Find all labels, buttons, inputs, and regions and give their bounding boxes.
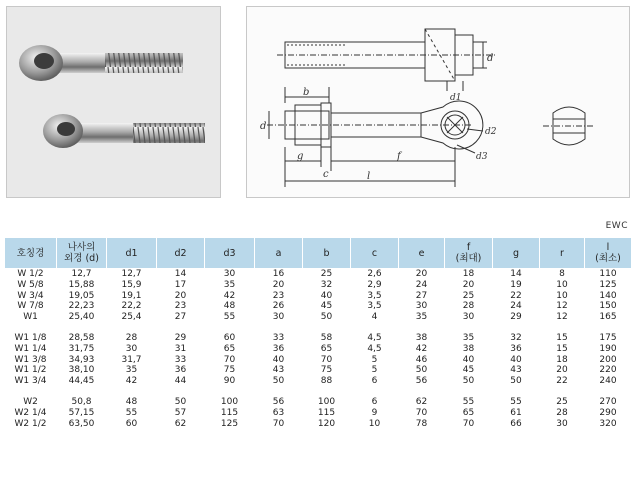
- cell-size: W1 1/2: [14, 365, 47, 376]
- cell-d3: 48: [223, 301, 236, 312]
- cell-size: W 5/8: [17, 279, 44, 290]
- cell-r: 10: [556, 290, 568, 301]
- cell-r: 18: [556, 354, 568, 365]
- table-header-row: [5, 238, 632, 269]
- column-header-label: 외경 (d): [64, 253, 99, 264]
- eye-bolt-lower: [43, 114, 205, 148]
- cell-g: 29: [510, 312, 522, 323]
- cell-d1: 25,4: [121, 312, 142, 323]
- cell-size: W2 1/2: [14, 418, 47, 429]
- table-row: [5, 301, 632, 312]
- column-header-label: g: [512, 247, 520, 259]
- group-spacer: [5, 323, 632, 333]
- cell-c: 5: [371, 365, 378, 376]
- cell-d1: 55: [125, 407, 138, 418]
- column-header-d3: [205, 238, 255, 269]
- column-header-d1: [107, 238, 157, 269]
- cell-b: 100: [317, 396, 336, 407]
- cell-c: 4: [371, 312, 378, 323]
- column-header-d2: [157, 238, 205, 269]
- column-header-e: [399, 238, 445, 269]
- cell-e: 35: [415, 312, 428, 323]
- cell-e: 30: [415, 301, 428, 312]
- cell-e: 56: [415, 376, 428, 387]
- cell-b: 65: [320, 343, 333, 354]
- table-body: [5, 269, 632, 430]
- cell-r: 15: [556, 343, 568, 354]
- table-row: [5, 344, 632, 355]
- cell-d2: 23: [174, 301, 187, 312]
- cell-b: 88: [320, 376, 333, 387]
- cell-g: 61: [510, 407, 522, 418]
- cell-r: 22: [556, 376, 568, 387]
- cell-thread_od: 50,8: [71, 396, 92, 407]
- column-header-a: [255, 238, 303, 269]
- technical-drawing: [246, 6, 630, 198]
- cell-thread_od: 34,93: [68, 354, 95, 365]
- cell-r: 20: [556, 365, 568, 376]
- cell-r: 15: [556, 332, 568, 343]
- spec-table: [4, 237, 632, 429]
- cell-r: 25: [556, 396, 568, 407]
- table-row: [5, 280, 632, 291]
- cell-f: 65: [462, 407, 475, 418]
- cell-a: 56: [272, 396, 285, 407]
- cell-d1: 19,1: [121, 290, 142, 301]
- cell-l: 125: [599, 279, 617, 290]
- cell-e: 38: [415, 332, 428, 343]
- cell-e: 70: [415, 407, 428, 418]
- dim-label-g: g: [297, 151, 304, 162]
- cell-g: 55: [510, 396, 522, 407]
- dim-label-d1: d1: [450, 93, 462, 103]
- eye-bolt-photo: [7, 7, 220, 197]
- cell-c: 9: [371, 407, 378, 418]
- cell-f: 55: [462, 396, 475, 407]
- cell-d2: 29: [174, 332, 187, 343]
- cell-b: 115: [317, 407, 336, 418]
- column-header-l: [585, 238, 632, 269]
- cell-l: 150: [599, 301, 617, 312]
- cell-f: 50: [462, 376, 475, 387]
- column-header-label: 호칭경: [16, 247, 45, 259]
- cell-b: 32: [320, 279, 333, 290]
- column-header-label: d1: [125, 247, 138, 259]
- cell-d3: 100: [220, 396, 239, 407]
- cell-size: W 7/8: [17, 301, 44, 312]
- cell-size: W1 1/8: [14, 332, 47, 343]
- cell-thread_od: 63,50: [68, 418, 95, 429]
- cell-e: 20: [415, 269, 428, 279]
- cell-b: 45: [320, 301, 333, 312]
- dim-label-d3: d3: [476, 152, 488, 162]
- cell-f: 35: [462, 332, 475, 343]
- cell-g: 50: [510, 376, 522, 387]
- cell-b: 25: [320, 269, 333, 279]
- cell-size: W1: [23, 312, 38, 323]
- cell-g: 36: [510, 343, 522, 354]
- cell-d2: 33: [174, 354, 187, 365]
- table-row: [5, 269, 632, 280]
- cell-d3: 90: [223, 376, 236, 387]
- cell-a: 40: [272, 354, 285, 365]
- cell-d1: 28: [125, 332, 138, 343]
- cell-d3: 65: [223, 343, 236, 354]
- table-row: [5, 333, 632, 344]
- cell-thread_od: 25,40: [68, 312, 95, 323]
- cell-a: 63: [272, 407, 285, 418]
- spacer-cell: [5, 323, 632, 333]
- column-header-label: d3: [223, 247, 236, 259]
- cell-l: 140: [599, 290, 617, 301]
- cell-c: 4,5: [367, 343, 382, 354]
- cell-thread_od: 44,45: [68, 376, 95, 387]
- cell-a: 33: [272, 332, 285, 343]
- cell-g: 24: [510, 301, 522, 312]
- cell-r: 10: [556, 279, 568, 290]
- cell-d3: 60: [223, 332, 236, 343]
- column-header-label: 나사의: [67, 242, 96, 253]
- cell-d1: 48: [125, 396, 138, 407]
- cell-d3: 42: [223, 290, 236, 301]
- cell-g: 32: [510, 332, 522, 343]
- cell-f: 18: [462, 269, 475, 279]
- column-header-c: [351, 238, 399, 269]
- column-header-label: r: [560, 247, 564, 259]
- cell-c: 3,5: [367, 301, 382, 312]
- cell-c: 2,9: [367, 279, 382, 290]
- cell-g: 43: [510, 365, 522, 376]
- column-header-label: l: [606, 242, 610, 253]
- table-row: [5, 312, 632, 323]
- cell-c: 10: [368, 418, 381, 429]
- column-header-g: [493, 238, 540, 269]
- table-row: [5, 355, 632, 366]
- product-code: EWC: [605, 221, 628, 231]
- cell-f: 38: [462, 343, 475, 354]
- cell-b: 40: [320, 290, 333, 301]
- cell-g: 14: [510, 269, 522, 279]
- column-header-label: e: [418, 247, 425, 259]
- cell-a: 30: [272, 312, 285, 323]
- cell-e: 78: [415, 418, 428, 429]
- cell-a: 23: [272, 290, 285, 301]
- cell-d3: 30: [223, 269, 236, 279]
- cell-d1: 60: [125, 418, 138, 429]
- cell-l: 200: [599, 354, 617, 365]
- cell-thread_od: 28,58: [68, 332, 95, 343]
- cell-r: 30: [556, 418, 568, 429]
- cell-size: W2: [23, 396, 38, 407]
- cell-f: 25: [462, 290, 475, 301]
- cell-r: 28: [556, 407, 568, 418]
- dim-label-d: d: [487, 53, 494, 64]
- cell-e: 46: [415, 354, 428, 365]
- cell-b: 58: [320, 332, 333, 343]
- cell-d1: 15,9: [121, 279, 142, 290]
- cell-c: 6: [371, 376, 378, 387]
- cell-d1: 22,2: [121, 301, 142, 312]
- column-header-label: b: [323, 247, 330, 259]
- cell-e: 27: [415, 290, 428, 301]
- dim-label-d2: d2: [485, 127, 497, 137]
- cell-d3: 75: [223, 365, 236, 376]
- column-header-label: (최대): [455, 253, 482, 264]
- cell-d1: 35: [125, 365, 138, 376]
- cell-f: 30: [462, 312, 475, 323]
- column-header-label: c: [371, 247, 378, 259]
- cell-l: 270: [599, 396, 617, 407]
- cell-f: 28: [462, 301, 475, 312]
- cell-d1: 30: [125, 343, 138, 354]
- cell-d2: 36: [174, 365, 187, 376]
- table-row: [5, 397, 632, 408]
- cell-a: 36: [272, 343, 285, 354]
- cell-l: 320: [599, 418, 617, 429]
- cell-a: 50: [272, 376, 285, 387]
- cell-size: W 3/4: [17, 290, 44, 301]
- cell-a: 26: [272, 301, 285, 312]
- cell-c: 2,6: [367, 269, 382, 279]
- cell-size: W1 3/8: [14, 354, 47, 365]
- column-header-label: a: [275, 247, 282, 259]
- cell-thread_od: 12,7: [71, 269, 92, 279]
- cell-c: 3,5: [367, 290, 382, 301]
- cell-e: 62: [415, 396, 428, 407]
- table-row: [5, 419, 632, 430]
- cell-c: 4,5: [367, 332, 382, 343]
- cell-thread_od: 19,05: [68, 290, 95, 301]
- cell-d3: 115: [220, 407, 239, 418]
- table-row: [5, 291, 632, 302]
- cell-b: 50: [320, 312, 333, 323]
- cell-d2: 57: [174, 407, 187, 418]
- cell-thread_od: 57,15: [68, 407, 95, 418]
- cell-g: 22: [510, 290, 522, 301]
- cell-thread_od: 38,10: [68, 365, 95, 376]
- cell-size: W1 1/4: [14, 343, 47, 354]
- dim-label-b: b: [303, 87, 310, 98]
- cell-l: 240: [599, 376, 617, 387]
- cell-f: 45: [462, 365, 475, 376]
- cell-d2: 31: [174, 343, 187, 354]
- end-view: [543, 107, 595, 145]
- cell-g: 40: [510, 354, 522, 365]
- cell-d1: 42: [125, 376, 138, 387]
- column-header-label: f: [466, 242, 471, 253]
- cell-d2: 62: [174, 418, 187, 429]
- cell-d2: 44: [174, 376, 187, 387]
- table-row: [5, 408, 632, 419]
- cell-d3: 55: [223, 312, 236, 323]
- cell-l: 190: [599, 343, 617, 354]
- dim-label-l: l: [367, 171, 371, 182]
- cell-size: W2 1/4: [14, 407, 47, 418]
- cell-size: W 1/2: [17, 269, 44, 279]
- cell-c: 6: [371, 396, 378, 407]
- cell-d3: 35: [223, 279, 236, 290]
- cell-f: 70: [462, 418, 475, 429]
- cell-d1: 31,7: [121, 354, 142, 365]
- group-spacer: [5, 387, 632, 397]
- cell-a: 16: [272, 269, 285, 279]
- table-row: [5, 376, 632, 387]
- cell-e: 24: [415, 279, 428, 290]
- column-header-r: [540, 238, 585, 269]
- cell-thread_od: 15,88: [68, 279, 95, 290]
- dim-label-d-side: d: [260, 121, 267, 132]
- cell-l: 110: [599, 269, 617, 279]
- product-photo: [6, 6, 221, 198]
- cell-l: 220: [599, 365, 617, 376]
- cell-d2: 50: [174, 396, 187, 407]
- eye-bolt-upper: [19, 45, 183, 81]
- cell-f: 40: [462, 354, 475, 365]
- cell-b: 75: [320, 365, 333, 376]
- cell-size: W1 3/4: [14, 376, 47, 387]
- cell-d2: 14: [174, 269, 187, 279]
- cell-a: 43: [272, 365, 285, 376]
- column-header-size: [5, 238, 57, 269]
- cell-l: 165: [599, 312, 617, 323]
- cell-thread_od: 22,23: [68, 301, 95, 312]
- spacer-cell: [5, 387, 632, 397]
- cell-g: 19: [510, 279, 522, 290]
- cell-d2: 20: [174, 290, 187, 301]
- cell-l: 290: [599, 407, 617, 418]
- cell-a: 20: [272, 279, 285, 290]
- cell-r: 12: [556, 301, 568, 312]
- column-header-b: [303, 238, 351, 269]
- cell-d2: 27: [174, 312, 187, 323]
- dim-label-f: f: [397, 151, 401, 162]
- column-header-label: d2: [174, 247, 187, 259]
- cell-e: 50: [415, 365, 428, 376]
- cell-d3: 70: [223, 354, 236, 365]
- column-header-label: (최소): [595, 253, 621, 264]
- cell-b: 70: [320, 354, 333, 365]
- eye-bolt-drawing: [247, 7, 629, 197]
- cell-r: 8: [559, 269, 565, 279]
- cell-thread_od: 31,75: [68, 343, 95, 354]
- cell-c: 5: [371, 354, 378, 365]
- cell-e: 42: [415, 343, 428, 354]
- table-row: [5, 365, 632, 376]
- cell-a: 70: [272, 418, 285, 429]
- installed-view: [277, 29, 497, 103]
- cell-b: 120: [317, 418, 336, 429]
- dim-label-c: c: [323, 169, 329, 180]
- cell-d3: 125: [220, 418, 239, 429]
- cell-d1: 12,7: [121, 269, 142, 279]
- column-header-thread_od: [57, 238, 107, 269]
- cell-g: 66: [510, 418, 522, 429]
- column-header-f: [445, 238, 493, 269]
- cell-f: 20: [462, 279, 475, 290]
- cell-d2: 17: [174, 279, 187, 290]
- cell-l: 175: [599, 332, 617, 343]
- cell-r: 12: [556, 312, 568, 323]
